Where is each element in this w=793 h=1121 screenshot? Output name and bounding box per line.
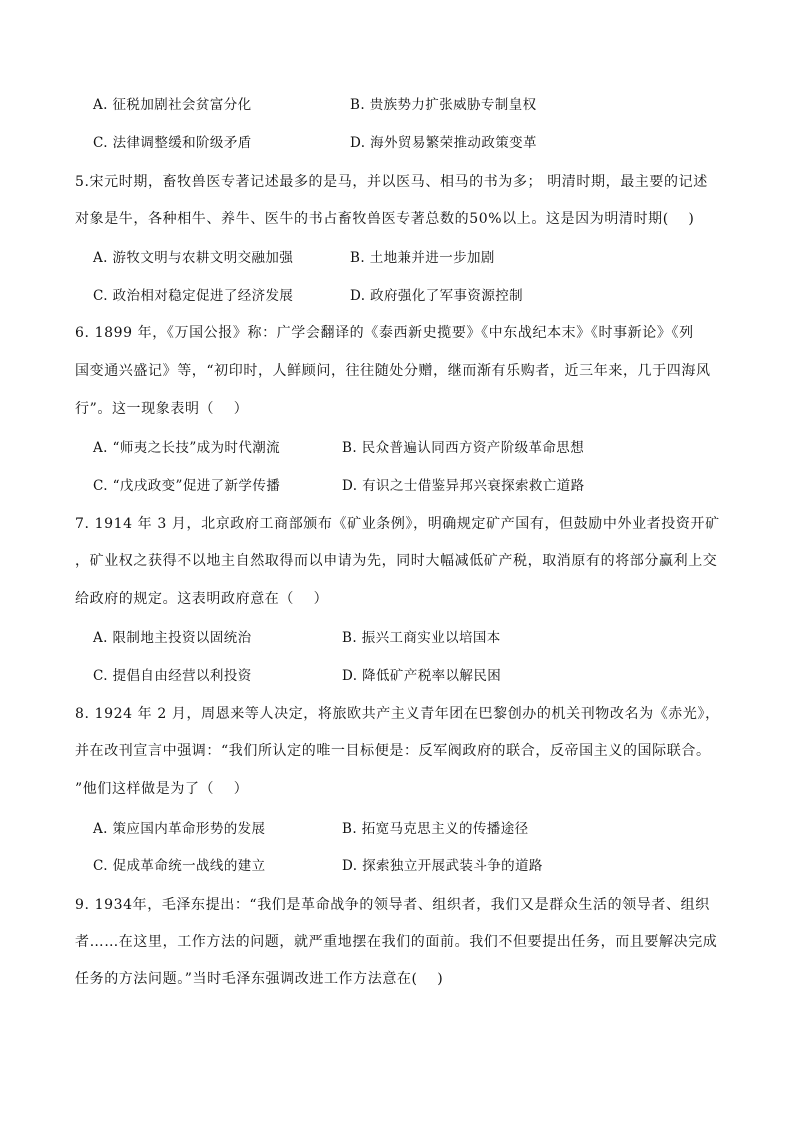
q6-stem-line-3: 行”。这一现象表明（ ） — [75, 401, 249, 417]
q5-stem-line-1: 5.宋元时期，畜牧兽医专著记述最多的是马，并以医马、相马的书为多； 明清时期，最主要的记述 — [75, 174, 708, 190]
q5-option-a[interactable]: A. 游牧文明与农耕文明交融加强 — [93, 250, 294, 266]
q7-stem-line-2: ，矿业权之获得不以地主自然取得而以申请为先，同时大幅减低矿产税，取消原有的将部分赢利上交 — [75, 553, 718, 569]
q8-option-d[interactable]: D. 探索独立开展武装斗争的道路 — [342, 858, 543, 874]
q4-option-d[interactable]: D. 海外贸易繁荣推动政策变革 — [350, 135, 537, 151]
q7-stem-line-1: 7. 1914 年 3 月，北京政府工商部颁布《矿业条例》，明确规定矿产国有，但鼓励中外业者投资开矿 — [75, 516, 720, 532]
q6-option-c[interactable]: C. “戊戌政变”促进了新学传播 — [93, 478, 281, 494]
q6-stem-line-1: 6. 1899 年，《万国公报》称：广学会翻译的《泰西新史揽要》《中东战纪本末》《时事新论》《列 — [75, 325, 694, 341]
q5-option-c[interactable]: C. 政治相对稳定促进了经济发展 — [93, 288, 294, 304]
q7-stem-line-3: 给政府的规定。这表明政府意在（ ） — [75, 591, 329, 607]
q8-option-c[interactable]: C. 促成革命统一战线的建立 — [93, 858, 266, 874]
q6-stem-line-2: 国变通兴盛记》等，“初印时，人鲜顾问，往往随处分赠，继而渐有乐购者，近三年来，几于四海风 — [75, 363, 711, 379]
q6-option-d[interactable]: D. 有识之士借鉴异邦兴衰探索救亡道路 — [342, 478, 585, 494]
q4-option-b[interactable]: B. 贵族势力扩张威胁专制皇权 — [350, 97, 537, 113]
q8-option-a[interactable]: A. 策应国内革命形势的发展 — [93, 821, 266, 837]
q5-stem-line-2: 对象是牛，各种相牛、养牛、医牛的书占畜牧兽医专著总数的50%以上。这是因为明清时期( ) — [75, 211, 695, 227]
q8-stem-line-2: 并在改刊宣言中强调：“我们所认定的唯一目标便是：反军阀政府的联合，反帝国主义的国际联合。 — [75, 743, 711, 759]
q4-option-c[interactable]: C. 法律调整缓和阶级矛盾 — [93, 135, 252, 151]
q7-option-b[interactable]: B. 振兴工商实业以培国本 — [342, 630, 501, 646]
q7-option-a[interactable]: A. 限制地主投资以固统治 — [93, 630, 252, 646]
q8-stem-line-1: 8. 1924 年 2 月，周恩来等人决定，将旅欧共产主义青年团在巴黎创办的机关刊物改名为《赤光》， — [75, 706, 720, 722]
q7-option-d[interactable]: D. 降低矿产税率以解民困 — [342, 668, 502, 684]
q4-option-a[interactable]: A. 征税加剧社会贫富分化 — [93, 97, 252, 113]
q9-stem-line-2: 者……在这里，工作方法的问题，就严重地摆在我们的面前。我们不但要提出任务，而且要解决完成 — [75, 934, 718, 950]
q9-stem-line-1: 9. 1934年，毛泽东提出：“我们是革命战争的领导者、组织者，我们又是群众生活的领导者、组织 — [75, 897, 710, 913]
q8-option-b[interactable]: B. 拓宽马克思主义的传播途径 — [342, 821, 529, 837]
q9-stem-line-3: 任务的方法问题。”当时毛泽东强调改进工作方法意在( ) — [75, 971, 444, 987]
q6-option-b[interactable]: B. 民众普遍认同西方资产阶级革命思想 — [342, 440, 585, 456]
q5-option-b[interactable]: B. 土地兼并进一步加剧 — [350, 250, 495, 266]
q5-option-d[interactable]: D. 政府强化了军事资源控制 — [350, 288, 524, 304]
q7-option-c[interactable]: C. 提倡自由经营以利投资 — [93, 668, 252, 684]
q8-stem-line-3: ”他们这样做是为了（ ） — [75, 781, 249, 797]
q6-option-a[interactable]: A. “师夷之长技”成为时代潮流 — [93, 440, 281, 456]
